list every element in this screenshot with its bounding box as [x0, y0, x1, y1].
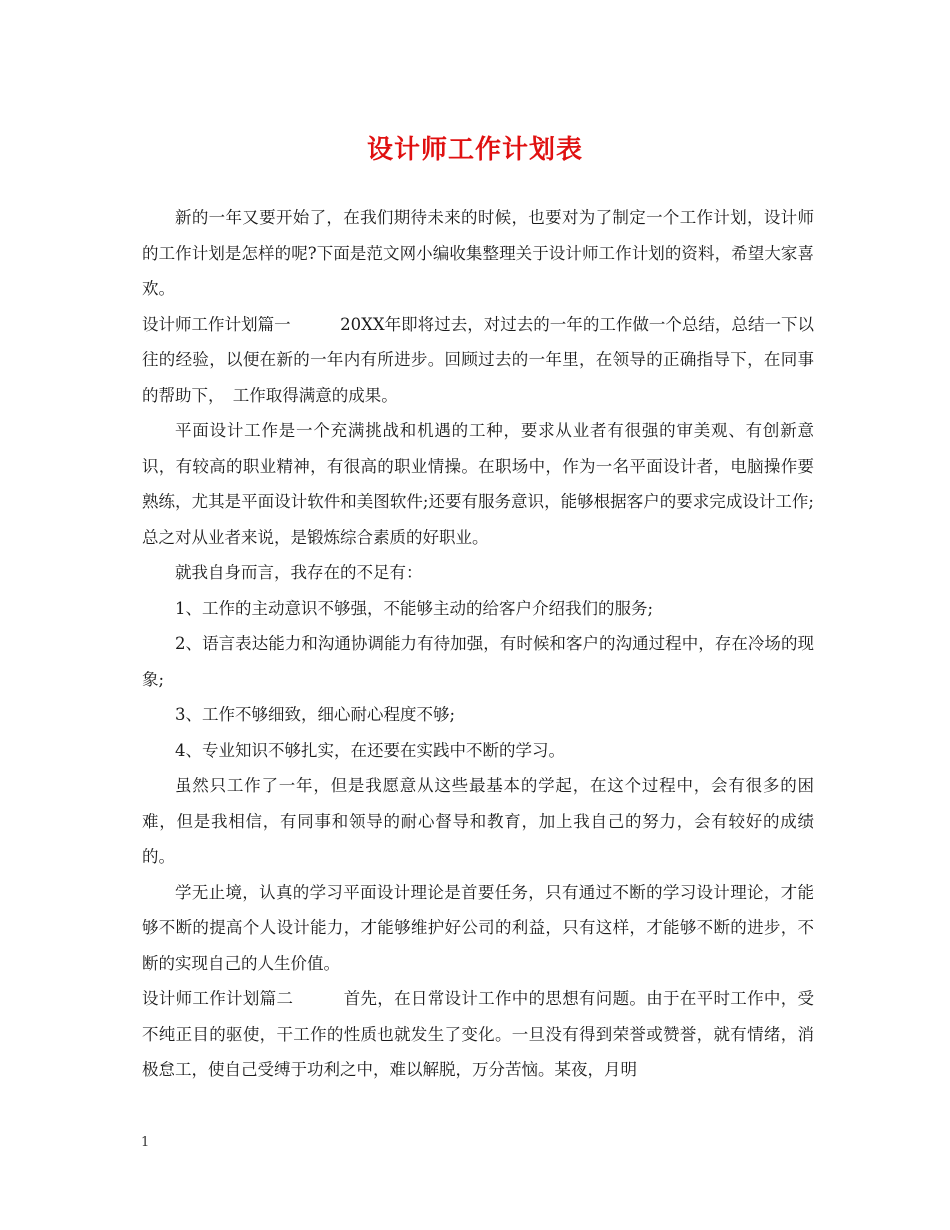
- list-item-shortcoming-3: 3、工作不够细致，细心耐心程度不够;: [175, 705, 456, 724]
- list-item-shortcoming-2: 2、语言表达能力和沟通协调能力有待加强，有时候和客户的沟通过程中，存在冷场的现象;: [142, 634, 814, 689]
- paragraph-plan-two: 设计师工作计划篇二 首先，在日常设计工作中的思想有问题。由于在平时工作中，受不纯正目的驱使，干工作的性质也就发生了变化。一旦没有得到荣誉或赞誉，就有情绪，消极怠工，使自己受缚于功利之中，难以解脱，万分苦恼。某夜，月明: [142, 989, 814, 1079]
- paragraph-intro: 新的一年又要开始了，在我们期待未来的时候，也要对为了制定一个工作计划，设计师的工作计划是怎样的呢?下面是范文网小编收集整理关于设计师工作计划的资料，希望大家喜欢。: [142, 208, 814, 298]
- paragraph-shortcomings-intro: 就我自身而言，我存在的不足有：: [175, 563, 423, 582]
- page-number: 1: [141, 1135, 150, 1150]
- paragraph-graphic-design: 平面设计工作是一个充满挑战和机遇的工种，要求从业者有很强的审美观、有创新意识，有较高的职业精神，有很高的职业情操。在职场中，作为一名平面设计者，电脑操作要熟练，尤其是平面设计软件和美图软件;还要有服务意识，能够根据客户的要求完成设计工作;总之对从业者来说，是锻炼综合素质的好职业。: [142, 421, 814, 547]
- paragraph-resolve: 虽然只工作了一年，但是我愿意从这些最基本的学起，在这个过程中，会有很多的困难，但是我相信，有同事和领导的耐心督导和教育，加上我自己的努力，会有较好的成绩的。: [142, 776, 814, 866]
- paragraph-learning: 学无止境，认真的学习平面设计理论是首要任务，只有通过不断的学习设计理论，才能够不断的提高个人设计能力，才能够维护好公司的利益，只有这样，才能够不断的进步，不断的实现自己的人生价值。: [142, 882, 814, 973]
- list-item-shortcoming-4: 4、专业知识不够扎实，在还要在实践中不断的学习。: [175, 740, 565, 760]
- document-body: [142, 200, 814, 1088]
- paragraph-plan-one: 设计师工作计划篇一 20XX年即将过去，对过去的一年的工作做一个总结，总结一下以往的经验，以便在新的一年内有所进步。回顾过去的一年里，在领导的正确指导下，在同事的帮助下， 工作取得满意的成果。: [142, 314, 814, 405]
- list-item-shortcoming-1: 1、工作的主动意识不够强，不能够主动的给客户介绍我们的服务;: [175, 598, 654, 618]
- document-title: 设计师工作计划表: [366, 135, 583, 165]
